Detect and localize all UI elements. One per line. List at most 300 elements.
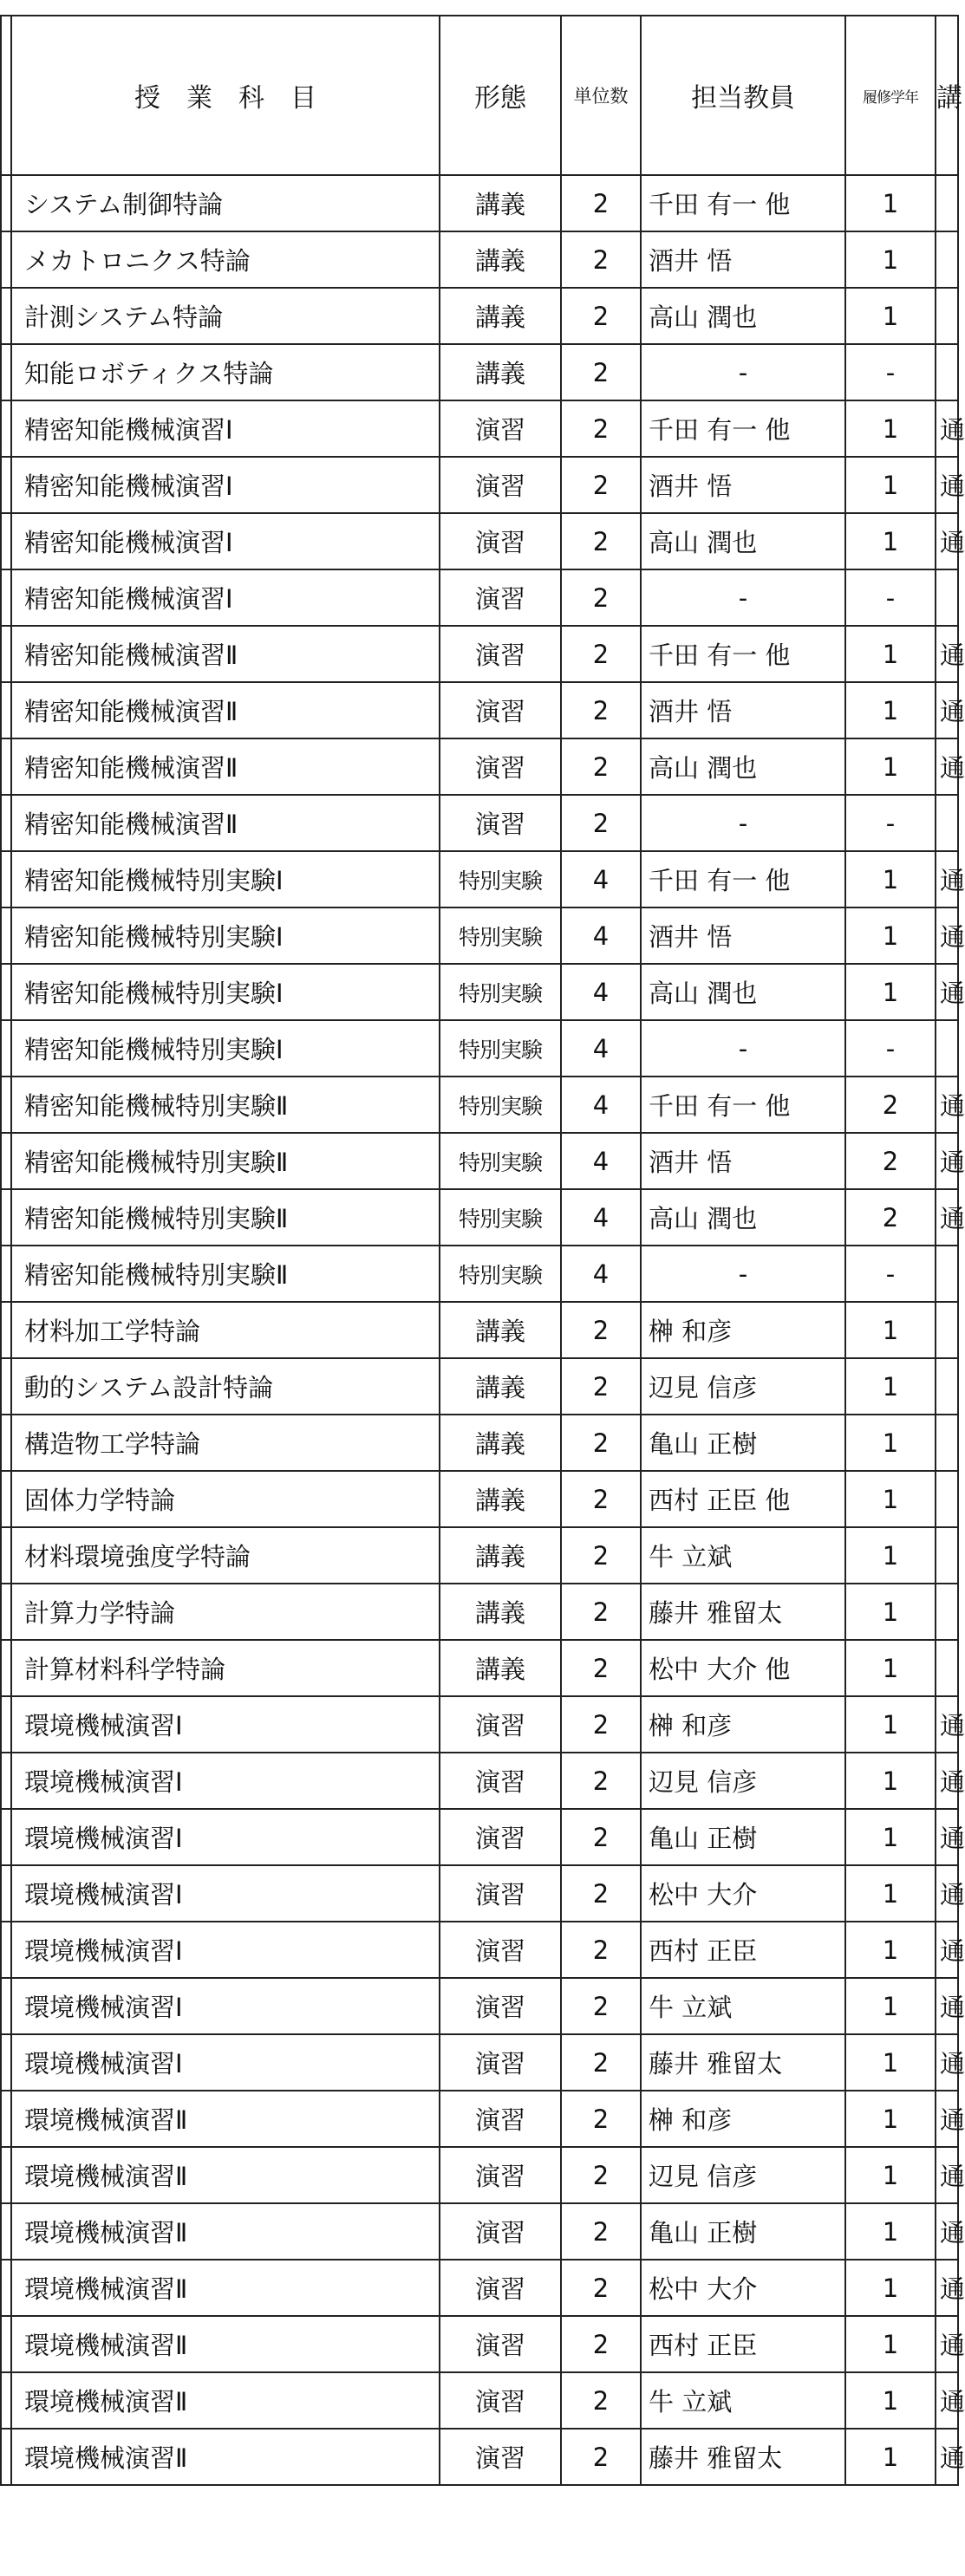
cell-form: 講義 bbox=[440, 1584, 561, 1640]
cell-subject: 構造物工学特論 bbox=[11, 1415, 440, 1471]
row-margin-cell bbox=[1, 738, 11, 795]
cell-credits: 4 bbox=[561, 1077, 641, 1133]
cell-credits: 2 bbox=[561, 1865, 641, 1922]
row-margin-cell bbox=[1, 569, 11, 626]
cell-form: 演習 bbox=[440, 2316, 561, 2372]
cell-subject: 精密知能機械特別実験Ⅱ bbox=[11, 1077, 440, 1133]
cell-year: 1 bbox=[845, 738, 936, 795]
cell-subject: 環境機械演習Ⅰ bbox=[11, 1696, 440, 1753]
table-row bbox=[1, 288, 958, 344]
cell-teacher: 酒井 悟 bbox=[641, 231, 845, 288]
cell-year: 1 bbox=[845, 400, 936, 457]
cell-year: 1 bbox=[845, 1753, 936, 1809]
cell-form: 演習 bbox=[440, 738, 561, 795]
cell-extra bbox=[936, 1302, 958, 1358]
cell-subject: 環境機械演習Ⅰ bbox=[11, 1753, 440, 1809]
cell-year: 1 bbox=[845, 2429, 936, 2485]
row-margin-cell bbox=[1, 344, 11, 400]
cell-subject: システム制御特論 bbox=[11, 175, 440, 231]
cell-credits: 4 bbox=[561, 1246, 641, 1302]
cell-credits: 2 bbox=[561, 1415, 641, 1471]
cell-teacher: 千田 有一 他 bbox=[641, 175, 845, 231]
table-row bbox=[1, 1584, 958, 1640]
cell-extra: 通 bbox=[936, 1753, 958, 1809]
cell-year: 1 bbox=[845, 2316, 936, 2372]
cell-credits: 2 bbox=[561, 1978, 641, 2034]
cell-form: 演習 bbox=[440, 400, 561, 457]
cell-subject: 精密知能機械演習Ⅰ bbox=[11, 569, 440, 626]
cell-subject: 環境機械演習Ⅰ bbox=[11, 1865, 440, 1922]
row-margin-cell bbox=[1, 1865, 11, 1922]
table-row bbox=[1, 344, 958, 400]
cell-year: 1 bbox=[845, 907, 936, 964]
table-row bbox=[1, 1302, 958, 1358]
cell-subject: 精密知能機械特別実験Ⅰ bbox=[11, 964, 440, 1020]
cell-credits: 2 bbox=[561, 1471, 641, 1527]
row-margin-cell bbox=[1, 457, 11, 513]
cell-form: 特別実験 bbox=[440, 907, 561, 964]
cell-extra: 通 bbox=[936, 1077, 958, 1133]
cell-extra: 通 bbox=[936, 2316, 958, 2372]
header-subject: 授 業 科 目 bbox=[11, 16, 440, 175]
cell-year: 1 bbox=[845, 457, 936, 513]
cell-teacher: 藤井 雅留太 bbox=[641, 1584, 845, 1640]
cell-form: 特別実験 bbox=[440, 1133, 561, 1189]
cell-credits: 2 bbox=[561, 569, 641, 626]
cell-year: - bbox=[845, 1246, 936, 1302]
cell-teacher: 高山 潤也 bbox=[641, 288, 845, 344]
table-row bbox=[1, 1246, 958, 1302]
cell-extra bbox=[936, 1527, 958, 1584]
cell-teacher: 千田 有一 他 bbox=[641, 400, 845, 457]
cell-year: 1 bbox=[845, 1809, 936, 1865]
table-row bbox=[1, 1020, 958, 1077]
table-row bbox=[1, 1809, 958, 1865]
cell-credits: 2 bbox=[561, 795, 641, 851]
cell-credits: 2 bbox=[561, 1302, 641, 1358]
cell-credits: 2 bbox=[561, 288, 641, 344]
cell-extra: 通 bbox=[936, 851, 958, 907]
table-row bbox=[1, 231, 958, 288]
cell-credits: 2 bbox=[561, 682, 641, 738]
cell-credits: 2 bbox=[561, 2147, 641, 2203]
cell-credits: 4 bbox=[561, 907, 641, 964]
cell-extra: 通 bbox=[936, 1865, 958, 1922]
cell-year: 1 bbox=[845, 1696, 936, 1753]
cell-year: 1 bbox=[845, 2203, 936, 2260]
table-row bbox=[1, 2091, 958, 2147]
cell-extra: 通 bbox=[936, 2147, 958, 2203]
cell-credits: 2 bbox=[561, 2034, 641, 2091]
cell-credits: 2 bbox=[561, 344, 641, 400]
cell-teacher: 千田 有一 他 bbox=[641, 626, 845, 682]
cell-form: 演習 bbox=[440, 1922, 561, 1978]
table-row bbox=[1, 569, 958, 626]
cell-year: 1 bbox=[845, 682, 936, 738]
cell-teacher: 高山 潤也 bbox=[641, 738, 845, 795]
cell-teacher: 高山 潤也 bbox=[641, 1189, 845, 1246]
cell-teacher: 高山 潤也 bbox=[641, 964, 845, 1020]
cell-form: 講義 bbox=[440, 1640, 561, 1696]
cell-credits: 2 bbox=[561, 1527, 641, 1584]
table-row bbox=[1, 626, 958, 682]
cell-teacher: 榊 和彦 bbox=[641, 2091, 845, 2147]
cell-extra: 通 bbox=[936, 1696, 958, 1753]
cell-subject: 環境機械演習Ⅰ bbox=[11, 1809, 440, 1865]
cell-extra bbox=[936, 1415, 958, 1471]
cell-form: 演習 bbox=[440, 795, 561, 851]
header-margin-cell bbox=[1, 16, 11, 175]
cell-credits: 2 bbox=[561, 1809, 641, 1865]
table-row bbox=[1, 1922, 958, 1978]
cell-year: 2 bbox=[845, 1189, 936, 1246]
cell-year: 1 bbox=[845, 1978, 936, 2034]
cell-extra bbox=[936, 795, 958, 851]
row-margin-cell bbox=[1, 2429, 11, 2485]
row-margin-cell bbox=[1, 400, 11, 457]
cell-teacher: 榊 和彦 bbox=[641, 1302, 845, 1358]
cell-form: 演習 bbox=[440, 513, 561, 569]
cell-credits: 2 bbox=[561, 513, 641, 569]
cell-subject: 環境機械演習Ⅱ bbox=[11, 2316, 440, 2372]
cell-teacher: - bbox=[641, 1020, 845, 1077]
row-margin-cell bbox=[1, 2091, 11, 2147]
cell-subject: 精密知能機械演習Ⅱ bbox=[11, 682, 440, 738]
cell-year: 1 bbox=[845, 513, 936, 569]
cell-subject: 精密知能機械特別実験Ⅰ bbox=[11, 851, 440, 907]
cell-credits: 2 bbox=[561, 1696, 641, 1753]
cell-extra: 通 bbox=[936, 2203, 958, 2260]
cell-credits: 4 bbox=[561, 964, 641, 1020]
row-margin-cell bbox=[1, 1696, 11, 1753]
cell-subject: 精密知能機械演習Ⅰ bbox=[11, 457, 440, 513]
table-row bbox=[1, 2316, 958, 2372]
cell-form: 演習 bbox=[440, 457, 561, 513]
cell-extra: 通 bbox=[936, 2429, 958, 2485]
cell-credits: 2 bbox=[561, 231, 641, 288]
cell-form: 講義 bbox=[440, 1302, 561, 1358]
cell-subject: 環境機械演習Ⅰ bbox=[11, 1978, 440, 2034]
cell-teacher: - bbox=[641, 344, 845, 400]
course-table bbox=[0, 15, 965, 2486]
cell-subject: 計算力学特論 bbox=[11, 1584, 440, 1640]
cell-extra: 通 bbox=[936, 1978, 958, 2034]
cell-year: 1 bbox=[845, 1527, 936, 1584]
cell-credits: 2 bbox=[561, 400, 641, 457]
cell-credits: 2 bbox=[561, 1753, 641, 1809]
table-row bbox=[1, 457, 958, 513]
cell-extra: 通 bbox=[936, 626, 958, 682]
cell-teacher: 辺見 信彦 bbox=[641, 2147, 845, 2203]
cell-form: 講義 bbox=[440, 1358, 561, 1415]
cell-form: 特別実験 bbox=[440, 964, 561, 1020]
cell-teacher: 亀山 正樹 bbox=[641, 1415, 845, 1471]
table-row bbox=[1, 1527, 958, 1584]
cell-teacher: 西村 正臣 他 bbox=[641, 1471, 845, 1527]
cell-extra bbox=[936, 288, 958, 344]
cell-extra: 通 bbox=[936, 400, 958, 457]
cell-subject: 環境機械演習Ⅱ bbox=[11, 2203, 440, 2260]
row-margin-cell bbox=[1, 2203, 11, 2260]
cell-year: 1 bbox=[845, 1865, 936, 1922]
table-row bbox=[1, 1358, 958, 1415]
cell-credits: 2 bbox=[561, 738, 641, 795]
table-row bbox=[1, 2372, 958, 2429]
cell-teacher: 藤井 雅留太 bbox=[641, 2034, 845, 2091]
table-row bbox=[1, 1978, 958, 2034]
cell-extra bbox=[936, 1640, 958, 1696]
cell-teacher: 西村 正臣 bbox=[641, 1922, 845, 1978]
table-row bbox=[1, 2034, 958, 2091]
cell-teacher: 亀山 正樹 bbox=[641, 1809, 845, 1865]
cell-extra: 通 bbox=[936, 513, 958, 569]
header-credits: 単位数 bbox=[561, 16, 641, 175]
cell-teacher: 辺見 信彦 bbox=[641, 1358, 845, 1415]
table-row bbox=[1, 682, 958, 738]
table-row bbox=[1, 1471, 958, 1527]
row-margin-cell bbox=[1, 513, 11, 569]
cell-credits: 4 bbox=[561, 1020, 641, 1077]
row-margin-cell bbox=[1, 907, 11, 964]
cell-subject: 精密知能機械演習Ⅰ bbox=[11, 400, 440, 457]
row-margin-cell bbox=[1, 1922, 11, 1978]
cell-teacher: 酒井 悟 bbox=[641, 1133, 845, 1189]
table-row bbox=[1, 1189, 958, 1246]
cell-teacher: - bbox=[641, 1246, 845, 1302]
row-margin-cell bbox=[1, 1471, 11, 1527]
table-row bbox=[1, 907, 958, 964]
cell-extra: 通 bbox=[936, 2372, 958, 2429]
cell-subject: 環境機械演習Ⅰ bbox=[11, 1922, 440, 1978]
cell-year: 1 bbox=[845, 1471, 936, 1527]
cell-year: 2 bbox=[845, 1077, 936, 1133]
table-row bbox=[1, 1640, 958, 1696]
cell-form: 演習 bbox=[440, 1978, 561, 2034]
cell-subject: 精密知能機械演習Ⅱ bbox=[11, 738, 440, 795]
cell-form: 演習 bbox=[440, 1865, 561, 1922]
cell-extra: 通 bbox=[936, 1809, 958, 1865]
cell-form: 講義 bbox=[440, 231, 561, 288]
cell-teacher: 西村 正臣 bbox=[641, 2316, 845, 2372]
cell-subject: 精密知能機械特別実験Ⅰ bbox=[11, 1020, 440, 1077]
row-margin-cell bbox=[1, 851, 11, 907]
cell-subject: 環境機械演習Ⅱ bbox=[11, 2147, 440, 2203]
table-row bbox=[1, 1133, 958, 1189]
row-margin-cell bbox=[1, 795, 11, 851]
cell-subject: 動的システム設計特論 bbox=[11, 1358, 440, 1415]
cell-subject: 環境機械演習Ⅱ bbox=[11, 2260, 440, 2316]
cell-teacher: - bbox=[641, 795, 845, 851]
row-margin-cell bbox=[1, 175, 11, 231]
row-margin-cell bbox=[1, 1133, 11, 1189]
cell-year: 1 bbox=[845, 2147, 936, 2203]
row-margin-cell bbox=[1, 1189, 11, 1246]
cell-subject: 材料加工学特論 bbox=[11, 1302, 440, 1358]
cell-form: 講義 bbox=[440, 288, 561, 344]
row-margin-cell bbox=[1, 682, 11, 738]
row-margin-cell bbox=[1, 1978, 11, 2034]
row-margin-cell bbox=[1, 231, 11, 288]
cell-extra bbox=[936, 231, 958, 288]
cell-form: 演習 bbox=[440, 2429, 561, 2485]
cell-subject: 知能ロボティクス特論 bbox=[11, 344, 440, 400]
cell-form: 特別実験 bbox=[440, 1077, 561, 1133]
cell-extra bbox=[936, 1246, 958, 1302]
row-margin-cell bbox=[1, 1358, 11, 1415]
cell-extra: 通 bbox=[936, 682, 958, 738]
table-row bbox=[1, 2147, 958, 2203]
cell-teacher: 牛 立斌 bbox=[641, 1527, 845, 1584]
header-extra: 講 bbox=[936, 16, 958, 175]
cell-form: 講義 bbox=[440, 344, 561, 400]
cell-extra: 通 bbox=[936, 2091, 958, 2147]
cell-extra bbox=[936, 569, 958, 626]
cell-form: 講義 bbox=[440, 1415, 561, 1471]
cell-form: 演習 bbox=[440, 1696, 561, 1753]
cell-form: 演習 bbox=[440, 1809, 561, 1865]
cell-extra: 通 bbox=[936, 964, 958, 1020]
cell-credits: 2 bbox=[561, 626, 641, 682]
table-row bbox=[1, 795, 958, 851]
table-row bbox=[1, 2260, 958, 2316]
cell-form: 演習 bbox=[440, 2372, 561, 2429]
cell-subject: 精密知能機械特別実験Ⅱ bbox=[11, 1133, 440, 1189]
cell-extra: 通 bbox=[936, 2034, 958, 2091]
table-row bbox=[1, 1753, 958, 1809]
cell-teacher: 牛 立斌 bbox=[641, 1978, 845, 2034]
cell-form: 演習 bbox=[440, 569, 561, 626]
cell-form: 特別実験 bbox=[440, 1189, 561, 1246]
cell-form: 特別実験 bbox=[440, 1020, 561, 1077]
row-margin-cell bbox=[1, 1246, 11, 1302]
cell-credits: 2 bbox=[561, 457, 641, 513]
cell-credits: 2 bbox=[561, 1640, 641, 1696]
cell-year: 2 bbox=[845, 1133, 936, 1189]
cell-extra bbox=[936, 175, 958, 231]
cell-year: 1 bbox=[845, 1640, 936, 1696]
table-row bbox=[1, 738, 958, 795]
cell-credits: 2 bbox=[561, 1584, 641, 1640]
cell-teacher: 松中 大介 他 bbox=[641, 1640, 845, 1696]
cell-credits: 4 bbox=[561, 1189, 641, 1246]
row-margin-cell bbox=[1, 1415, 11, 1471]
cell-subject: 材料環境強度学特論 bbox=[11, 1527, 440, 1584]
table-row bbox=[1, 175, 958, 231]
cell-credits: 4 bbox=[561, 1133, 641, 1189]
cell-subject: 精密知能機械演習Ⅱ bbox=[11, 795, 440, 851]
cell-teacher: 牛 立斌 bbox=[641, 2372, 845, 2429]
cell-year: 1 bbox=[845, 1415, 936, 1471]
cell-teacher: 千田 有一 他 bbox=[641, 1077, 845, 1133]
cell-extra bbox=[936, 1020, 958, 1077]
cell-subject: 環境機械演習Ⅱ bbox=[11, 2372, 440, 2429]
cell-teacher: - bbox=[641, 569, 845, 626]
cell-form: 演習 bbox=[440, 2147, 561, 2203]
cell-form: 演習 bbox=[440, 2203, 561, 2260]
cell-form: 演習 bbox=[440, 2034, 561, 2091]
table-row bbox=[1, 400, 958, 457]
row-margin-cell bbox=[1, 1809, 11, 1865]
cell-extra: 通 bbox=[936, 738, 958, 795]
row-margin-cell bbox=[1, 1302, 11, 1358]
cell-year: 1 bbox=[845, 1922, 936, 1978]
cell-extra: 通 bbox=[936, 457, 958, 513]
table-row bbox=[1, 2429, 958, 2485]
cell-extra: 通 bbox=[936, 1133, 958, 1189]
cell-year: 1 bbox=[845, 2260, 936, 2316]
cell-subject: 計算材料科学特論 bbox=[11, 1640, 440, 1696]
cell-extra: 通 bbox=[936, 2260, 958, 2316]
row-margin-cell bbox=[1, 2034, 11, 2091]
cell-form: 特別実験 bbox=[440, 1246, 561, 1302]
cell-teacher: 酒井 悟 bbox=[641, 457, 845, 513]
cell-year: 1 bbox=[845, 964, 936, 1020]
row-margin-cell bbox=[1, 1077, 11, 1133]
header-teacher: 担当教員 bbox=[641, 16, 845, 175]
row-margin-cell bbox=[1, 1753, 11, 1809]
cell-teacher: 酒井 悟 bbox=[641, 682, 845, 738]
cell-teacher: 酒井 悟 bbox=[641, 907, 845, 964]
cell-extra bbox=[936, 344, 958, 400]
cell-teacher: 辺見 信彦 bbox=[641, 1753, 845, 1809]
cell-extra bbox=[936, 1471, 958, 1527]
row-margin-cell bbox=[1, 2147, 11, 2203]
cell-form: 演習 bbox=[440, 2260, 561, 2316]
cell-extra bbox=[936, 1584, 958, 1640]
table-row bbox=[1, 1865, 958, 1922]
header-row bbox=[1, 16, 958, 175]
cell-credits: 2 bbox=[561, 2203, 641, 2260]
cell-credits: 2 bbox=[561, 1922, 641, 1978]
cell-credits: 2 bbox=[561, 175, 641, 231]
cell-year: - bbox=[845, 795, 936, 851]
table-row bbox=[1, 2203, 958, 2260]
cell-subject: 環境機械演習Ⅱ bbox=[11, 2091, 440, 2147]
table-body bbox=[1, 175, 965, 2485]
cell-form: 演習 bbox=[440, 2091, 561, 2147]
table-row bbox=[1, 513, 958, 569]
cell-credits: 2 bbox=[561, 2429, 641, 2485]
cell-form: 特別実験 bbox=[440, 851, 561, 907]
cell-year: 1 bbox=[845, 231, 936, 288]
cell-year: - bbox=[845, 1020, 936, 1077]
cell-credits: 2 bbox=[561, 2372, 641, 2429]
cell-teacher: 松中 大介 bbox=[641, 1865, 845, 1922]
cell-subject: 固体力学特論 bbox=[11, 1471, 440, 1527]
cell-subject: 精密知能機械特別実験Ⅱ bbox=[11, 1189, 440, 1246]
cell-year: 1 bbox=[845, 175, 936, 231]
row-margin-cell bbox=[1, 626, 11, 682]
cell-teacher: 榊 和彦 bbox=[641, 1696, 845, 1753]
table-row bbox=[1, 1077, 958, 1133]
cell-subject: 精密知能機械特別実験Ⅱ bbox=[11, 1246, 440, 1302]
cell-teacher: 亀山 正樹 bbox=[641, 2203, 845, 2260]
cell-credits: 2 bbox=[561, 1358, 641, 1415]
cell-year: 1 bbox=[845, 2034, 936, 2091]
cell-subject: 計測システム特論 bbox=[11, 288, 440, 344]
table-row bbox=[1, 1696, 958, 1753]
cell-year: 1 bbox=[845, 1302, 936, 1358]
row-margin-cell bbox=[1, 964, 11, 1020]
cell-credits: 4 bbox=[561, 851, 641, 907]
cell-credits: 2 bbox=[561, 2091, 641, 2147]
row-margin-cell bbox=[1, 1584, 11, 1640]
cell-year: 1 bbox=[845, 1584, 936, 1640]
row-margin-cell bbox=[1, 2260, 11, 2316]
cell-year: - bbox=[845, 569, 936, 626]
row-margin-cell bbox=[1, 1020, 11, 1077]
row-margin-cell bbox=[1, 288, 11, 344]
